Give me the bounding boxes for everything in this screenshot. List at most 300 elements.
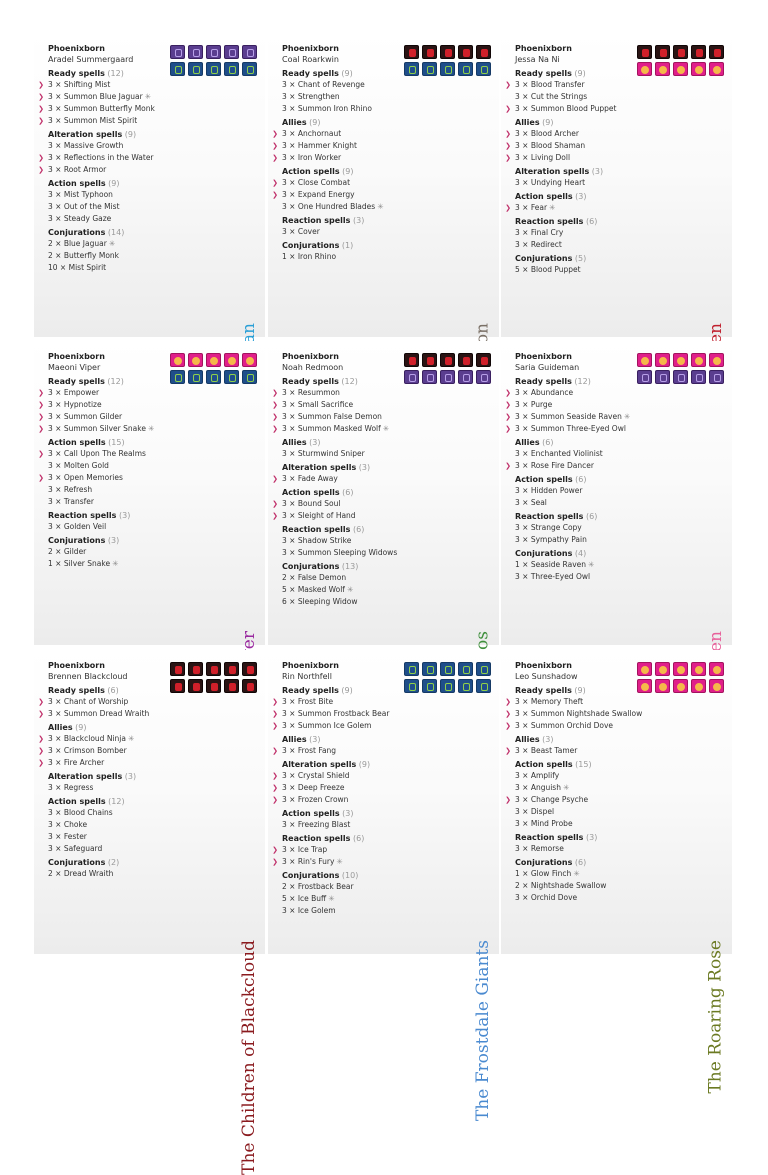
entry-quantity: 3 × [515,893,531,902]
first-five-marker-icon: ❯ [38,759,44,767]
section-count: (9) [338,686,353,695]
section-heading [48,437,228,448]
section-heading [282,215,462,226]
section-name: Ready spells [282,377,339,386]
entry-card-name: Blood Archer [530,129,580,138]
first-five-marker-icon: ❯ [505,401,511,409]
entry-quantity: 3 × [515,424,531,433]
first-five-marker-icon: ❯ [272,475,278,483]
entry-quantity: 2 × [48,239,64,248]
section-name: Action spells [282,488,340,497]
card-section [515,253,695,276]
entry-quantity: 3 × [515,721,531,730]
entry-quantity: 3 × [48,153,64,162]
entry-quantity: 3 × [282,153,298,162]
entry-quantity: 2 × [515,881,531,890]
first-five-marker-icon: ❯ [272,130,278,138]
card-section [505,685,695,732]
entry-quantity: 3 × [282,906,298,915]
card-entry [282,201,462,213]
first-five-marker-icon: ❯ [272,858,278,866]
illusion-die-icon [476,370,491,384]
entry-quantity: 3 × [48,165,64,174]
entry-quantity: 3 × [48,190,64,199]
section-count: (3) [589,167,604,176]
entry-card-name: Orchid Dove [530,893,578,902]
card-entry [282,226,462,238]
card-entry [48,807,228,819]
card-entry [48,843,228,855]
first-five-marker-icon: ❯ [272,425,278,433]
section-name: Reaction spells [515,217,584,226]
card-section [515,832,695,855]
card-entry [38,411,228,423]
card-entry [272,152,462,164]
phoenixborn-name: Leo Sunshadow [515,672,578,681]
entry-quantity: 3 × [48,92,64,101]
entry-card-name: Hammer Knight [297,141,357,150]
entry-card-name: Fire Archer [63,758,105,767]
section-name: Conjurations [282,562,340,571]
section-heading [48,796,228,807]
entry-quantity: 3 × [515,153,531,162]
section-count: (9) [356,760,371,769]
card-entry [282,251,462,263]
entry-card-name: Close Combat [297,178,351,187]
card-section [272,487,462,522]
first-five-marker-icon: ❯ [38,105,44,113]
phoenixborn-name: Saria Guideman [515,363,580,372]
card-entry [282,893,462,905]
section-heading [48,771,228,782]
asterisk-icon: ✳ [382,424,390,433]
section-name: Reaction spells [282,216,351,225]
section-heading [282,524,462,535]
first-five-marker-icon: ❯ [38,81,44,89]
ceremonial-die-icon [709,45,724,59]
entry-quantity: 3 × [282,202,298,211]
card-section [282,240,462,263]
card-section [272,759,462,806]
first-five-marker-icon: ❯ [38,425,44,433]
entry-card-name: Empower [63,388,100,397]
entry-quantity: 3 × [48,844,64,853]
entry-quantity: 2 × [48,251,64,260]
first-five-marker-icon: ❯ [272,784,278,792]
card-section [272,734,462,757]
phoenixborn-label: Phoenixborn [282,352,339,361]
card-content [272,44,462,263]
card-entry [48,546,228,558]
card-section [272,685,462,732]
first-five-marker-icon: ❯ [505,796,511,804]
entry-card-name: Fade Away [297,474,338,483]
entry-card-name: Crystal Shield [297,771,350,780]
section-heading [48,68,228,79]
section-count: (13) [339,562,359,571]
entry-card-name: Redirect [530,240,562,249]
section-heading [515,166,695,177]
deck-title: The Frostdale Giants [473,940,493,1122]
card-entry [515,497,695,509]
entry-quantity: 3 × [282,709,298,718]
card-section [272,462,462,485]
first-five-marker-icon: ❯ [38,166,44,174]
section-heading [48,227,228,238]
entry-quantity: 3 × [282,92,298,101]
entry-quantity: 3 × [48,449,64,458]
entry-card-name: Safeguard [63,844,103,853]
first-five-marker-icon: ❯ [272,154,278,162]
entry-quantity: 3 × [515,523,531,532]
entry-quantity: 3 × [48,808,64,817]
entry-card-name: Summon Butterfly Monk [63,104,155,113]
first-five-marker-icon: ❯ [505,698,511,706]
card-entry [515,818,695,830]
card-entry [282,596,462,608]
section-heading [282,437,462,448]
card-entry [282,91,462,103]
section-name: Action spells [515,475,573,484]
entry-card-name: Call Upon The Realms [63,449,146,458]
asterisk-icon: ✳ [346,585,354,594]
entry-quantity: 3 × [515,228,531,237]
entry-card-name: Chant of Worship [63,697,129,706]
entry-card-name: Shadow Strike [297,536,352,545]
section-heading [515,857,695,868]
entry-quantity: 3 × [48,746,64,755]
entry-card-name: Summon Blue Jaguar [63,92,143,101]
first-five-marker-icon: ❯ [272,500,278,508]
card-section [272,166,462,213]
section-count: (12) [338,377,358,386]
section-name: Action spells [282,167,340,176]
card-section [505,117,695,164]
section-heading [515,832,695,843]
entry-card-name: Blood Transfer [530,80,585,89]
card-entry [282,572,462,584]
ceremonial-die-icon [242,662,257,676]
section-heading [515,117,695,128]
card-entry [48,213,228,225]
entry-card-name: Refresh [63,485,93,494]
entry-card-name: Masked Wolf [297,585,345,594]
first-five-marker-icon: ❯ [272,710,278,718]
deck-card-1 [34,33,265,337]
entry-quantity: 3 × [515,240,531,249]
card-entry [272,844,462,856]
first-five-marker-icon: ❯ [38,93,44,101]
card-entry [38,91,228,103]
section-heading [515,734,695,745]
entry-card-name: Frozen Crown [297,795,349,804]
entry-quantity: 3 × [48,424,64,433]
section-heading [48,685,228,696]
entry-card-name: Bound Soul [297,499,341,508]
entry-quantity: 3 × [515,535,531,544]
phoenixborn-label: Phoenixborn [282,44,339,53]
card-entry [515,485,695,497]
card-entry [38,448,228,460]
entry-quantity: 3 × [282,820,298,829]
entry-card-name: Three-Eyed Owl [530,572,591,581]
card-entry [48,140,228,152]
first-five-marker-icon: ❯ [272,772,278,780]
asterisk-icon: ✳ [377,202,384,211]
section-name: Reaction spells [515,833,584,842]
first-five-marker-icon: ❯ [272,389,278,397]
first-five-marker-icon: ❯ [38,154,44,162]
section-count: (9) [571,686,586,695]
section-name: Allies [282,735,307,744]
card-entry [505,745,695,757]
card-entry [38,423,228,435]
card-entry [272,189,462,201]
section-heading [282,870,462,881]
entry-quantity: 3 × [282,857,298,866]
entry-quantity: 3 × [282,721,298,730]
entry-card-name: Enchanted Violinist [530,449,603,458]
section-count: (6) [350,525,365,534]
entry-quantity: 3 × [48,104,64,113]
entry-quantity: 3 × [48,832,64,841]
entry-card-name: Dispel [530,807,555,816]
section-count: (15) [572,760,592,769]
entry-quantity: 3 × [282,412,298,421]
entry-card-name: Summon Seaside Raven [530,412,622,421]
first-five-marker-icon: ❯ [38,413,44,421]
section-heading [282,68,462,79]
section-heading [282,833,462,844]
entry-card-name: Crimson Bomber [63,746,127,755]
phoenixborn-label: Phoenixborn [515,352,572,361]
card-section [505,191,695,214]
entry-card-name: Choke [63,820,88,829]
card-section [48,857,228,880]
entry-quantity: 3 × [282,227,298,236]
card-section [515,511,695,546]
section-name: Conjurations [515,254,573,263]
card-entry [48,484,228,496]
section-heading [515,759,695,770]
entry-quantity: 3 × [282,141,298,150]
section-name: Alteration spells [48,772,123,781]
entry-quantity: 2 × [48,547,64,556]
card-entry [505,696,695,708]
card-entry [48,558,228,570]
card-section [515,166,695,189]
card-entry [272,411,462,423]
entry-quantity: 3 × [515,178,531,187]
entry-quantity: 1 × [282,252,298,261]
card-entry [48,819,228,831]
section-name: Conjurations [48,536,106,545]
card-entry [272,794,462,806]
section-count: (3) [105,536,120,545]
section-count: (6) [572,858,587,867]
deck-card-3 [501,33,732,337]
entry-card-name: Anguish [530,783,561,792]
asterisk-icon: ✳ [623,412,631,421]
entry-card-name: Summon Mist Spirit [63,116,138,125]
card-content [505,661,695,904]
card-section [505,376,695,435]
card-entry [272,510,462,522]
entry-card-name: Blackcloud Ninja [63,734,126,743]
entry-card-name: Blood Chains [63,808,113,817]
card-entry [505,79,695,91]
entry-card-name: Sturmwind Sniper [297,449,365,458]
section-count: (9) [571,69,586,78]
entry-quantity: 3 × [48,497,64,506]
section-heading [515,191,695,202]
entry-quantity: 3 × [282,178,298,187]
card-sections [38,685,228,880]
entry-quantity: 3 × [282,129,298,138]
entry-card-name: Butterfly Monk [63,251,120,260]
card-section [38,129,228,176]
phoenixborn-label: Phoenixborn [282,661,339,670]
entry-quantity: 3 × [282,548,298,557]
entry-quantity: 3 × [48,388,64,397]
card-entry [505,140,695,152]
entry-quantity: 3 × [48,820,64,829]
first-five-marker-icon: ❯ [38,710,44,718]
entry-quantity: 3 × [515,795,531,804]
first-five-marker-icon: ❯ [272,401,278,409]
section-count: (10) [339,871,359,880]
entry-quantity: 3 × [282,536,298,545]
card-entry [48,460,228,472]
card-section [515,216,695,251]
asterisk-icon: ✳ [108,239,116,248]
card-entry [38,757,228,769]
first-five-marker-icon: ❯ [505,389,511,397]
entry-card-name: Frost Bite [297,697,334,706]
card-entry [515,534,695,546]
entry-quantity: 3 × [515,486,531,495]
first-five-marker-icon: ❯ [38,474,44,482]
entry-card-name: Seal [530,498,547,507]
card-entry [272,177,462,189]
entry-quantity: 3 × [282,697,298,706]
card-entry [38,387,228,399]
entry-card-name: Remorse [530,844,564,853]
section-count: (6) [539,438,554,447]
first-five-marker-icon: ❯ [505,154,511,162]
entry-card-name: Regress [63,783,94,792]
card-entry [282,819,462,831]
section-heading [282,117,462,128]
entry-quantity: 3 × [282,388,298,397]
card-entry [505,708,695,720]
phoenixborn-name: Maeoni Viper [48,363,101,372]
entry-quantity: 3 × [515,572,531,581]
entry-quantity: 3 × [515,709,531,718]
entry-quantity: 3 × [282,400,298,409]
entry-card-name: Cut the Strings [530,92,588,101]
asterisk-icon: ✳ [549,203,556,212]
card-section [38,376,228,435]
card-entry [515,868,695,880]
section-count: (9) [306,118,321,127]
asterisk-icon: ✳ [328,894,335,903]
entry-quantity: 1 × [48,559,64,568]
entry-card-name: Expand Energy [297,190,355,199]
card-section [282,68,462,115]
card-entry [38,152,228,164]
ceremonial-die-icon [476,45,491,59]
card-section [282,215,462,238]
card-entry [515,770,695,782]
card-section [272,833,462,868]
section-heading [48,510,228,521]
first-five-marker-icon: ❯ [505,747,511,755]
entry-card-name: Summon Gilder [63,412,123,421]
entry-quantity: 3 × [515,807,531,816]
entry-quantity: 1 × [515,560,531,569]
asterisk-icon: ✳ [127,734,135,743]
card-entry [38,708,228,720]
entry-card-name: Root Armor [63,165,107,174]
entry-card-name: Rin's Fury [297,857,335,866]
entry-quantity: 3 × [48,522,64,531]
entry-card-name: Out of the Mist [63,202,120,211]
first-five-marker-icon: ❯ [505,204,511,212]
entry-card-name: Undying Heart [530,178,586,187]
section-name: Ready spells [48,686,105,695]
section-heading [48,178,228,189]
entry-card-name: Summon Silver Snake [63,424,146,433]
card-entry [38,696,228,708]
section-name: Reaction spells [48,511,117,520]
card-entry [515,843,695,855]
first-five-marker-icon: ❯ [38,450,44,458]
section-name: Reaction spells [282,525,351,534]
charm-die-icon [709,353,724,367]
entry-card-name: Summon Dread Wraith [63,709,150,718]
card-section [282,561,462,608]
section-count: (9) [539,118,554,127]
card-entry [48,201,228,213]
entry-quantity: 3 × [48,709,64,718]
entry-quantity: 3 × [515,388,531,397]
card-content [272,661,462,917]
card-entry [272,856,462,868]
ceremonial-die-icon [242,679,257,693]
natural-die-icon [476,679,491,693]
entry-quantity: 5 × [282,894,298,903]
entry-quantity: 3 × [48,80,64,89]
entry-card-name: Mind Probe [530,819,573,828]
card-entry [282,103,462,115]
card-entry [515,880,695,892]
section-count: (3) [350,216,365,225]
entry-card-name: Summon Nightshade Swallow [530,709,643,718]
entry-quantity: 3 × [48,412,64,421]
card-section [515,474,695,509]
entry-quantity: 2 × [48,869,64,878]
section-count: (6) [583,512,598,521]
card-entry [272,708,462,720]
entry-quantity: 3 × [48,116,64,125]
card-entry [272,770,462,782]
charm-die-icon [709,662,724,676]
first-five-marker-icon: ❯ [38,401,44,409]
card-sections [38,68,228,274]
card-entry [515,806,695,818]
card-entry [48,782,228,794]
